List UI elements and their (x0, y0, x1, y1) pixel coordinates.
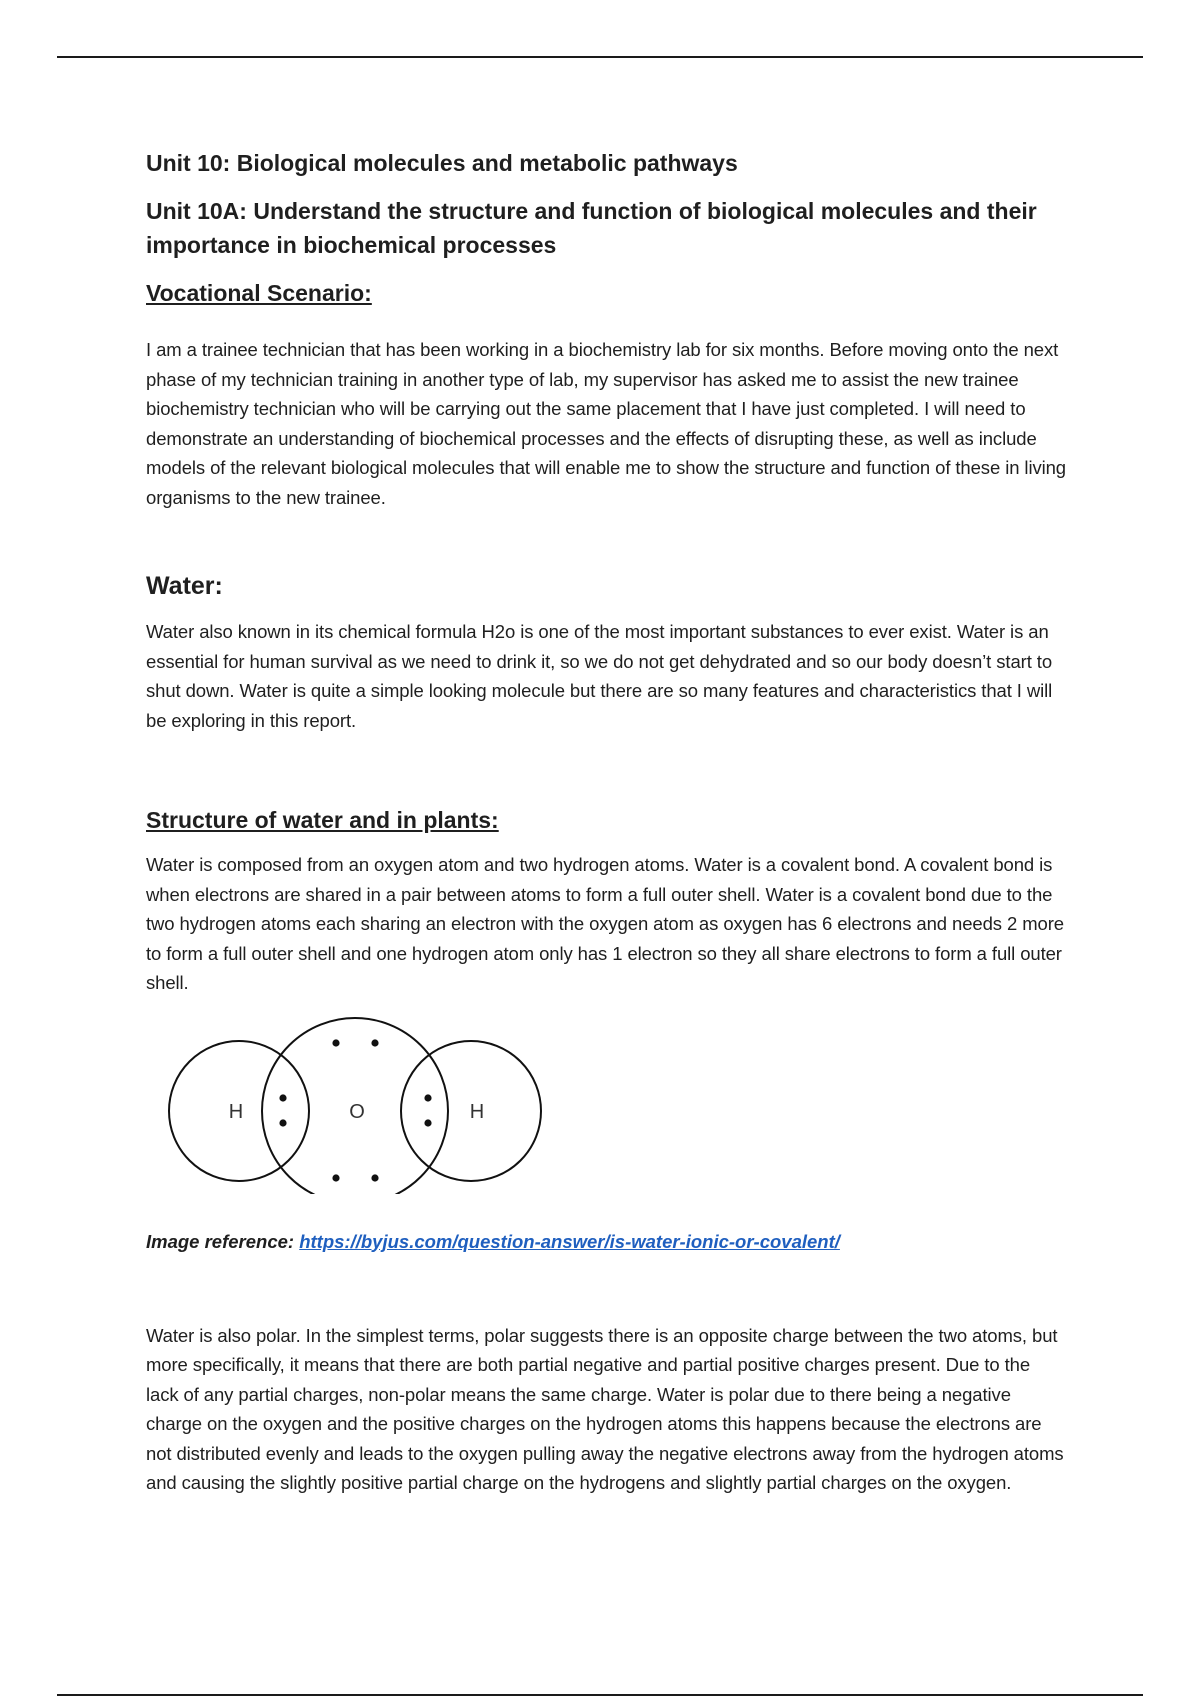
water-covalent-diagram (146, 1012, 546, 1194)
electron-dot (424, 1119, 431, 1126)
image-reference-link[interactable]: https://byjus.com/question-answer/is-water-ionic-or-covalent/ (299, 1230, 840, 1252)
electron-dot (279, 1119, 286, 1126)
electron-dot (371, 1039, 378, 1046)
right-hydrogen-label: H (469, 1100, 485, 1123)
image-reference-label: Image reference: (146, 1230, 295, 1252)
left-hydrogen-label: H (228, 1100, 244, 1123)
water-paragraph: Water also known in its chemical formula H2o is one of the most important substances to ever exist. Water is an essential for human survival as we need to drink it, so we do not get dehydrated and so our body doesn’t start to shut down. Water is quite a simple looking molecule but there are so many features and characteristics that I will be exploring in this report. (146, 621, 1053, 731)
scenario-heading: Vocational Scenario: (146, 280, 372, 306)
top-rule (57, 56, 1143, 58)
scenario-paragraph: I am a trainee technician that has been working in a biochemistry lab for six months. Before moving onto the next phase of my technician training in another type of lab, my supervisor has asked me to assist the new trainee biochemistry technician who will be carrying out the same placement that I have just completed. I will need to demonstrate an understanding of biochemical processes and the effects of disrupting these, as well as include models of the relevant biological molecules that will enable me to show the structure and function of these in living organisms to the new trainee. (146, 339, 1066, 508)
electron-dot (371, 1174, 378, 1181)
structure-paragraph: Water is composed from an oxygen atom and two hydrogen atoms. Water is a covalent bond. A covalent bond is when electrons are shared in a pair between atoms to form a full outer shell. Water is a covalent bond due to the two hydrogen atoms each sharing an electron with the oxygen atom as oxygen has 6 electrons and needs 2 more to form a full outer shell and one hydrogen atom only has 1 electron so they all share electrons to form a full outer shell. (146, 854, 1064, 993)
image-reference (146, 1228, 1066, 1256)
unit-title: Unit 10: Biological molecules and metabolic pathways (146, 150, 738, 176)
electron-dot (279, 1094, 286, 1101)
electron-dot (332, 1039, 339, 1046)
bottom-rule (57, 1694, 1143, 1696)
oxygen-label: O (349, 1100, 365, 1123)
structure-heading: Structure of water and in plants: (146, 807, 499, 833)
water-heading: Water: (146, 572, 223, 600)
electron-dot (424, 1094, 431, 1101)
polar-paragraph: Water is also polar. In the simplest terms, polar suggests there is an opposite charge between the two atoms, but more specifically, it means that there are both partial negative and partial positive charges present. Due to the lack of any partial charges, non-polar means the same charge. Water is polar due to there being a negative charge on the oxygen and the positive charges on the hydrogen atoms this happens because the electrons are not distributed evenly and leads to the oxygen pulling away the negative electrons away from the hydrogen atoms and causing the slightly positive partial charge on the hydrogens and slightly partial charges on the oxygen. (146, 1324, 1064, 1493)
document-body (146, 146, 1066, 1498)
electron-dot (332, 1174, 339, 1181)
unit-subtitle: Unit 10A: Understand the structure and function of biological molecules and their importance in biochemical processes (146, 198, 1037, 258)
